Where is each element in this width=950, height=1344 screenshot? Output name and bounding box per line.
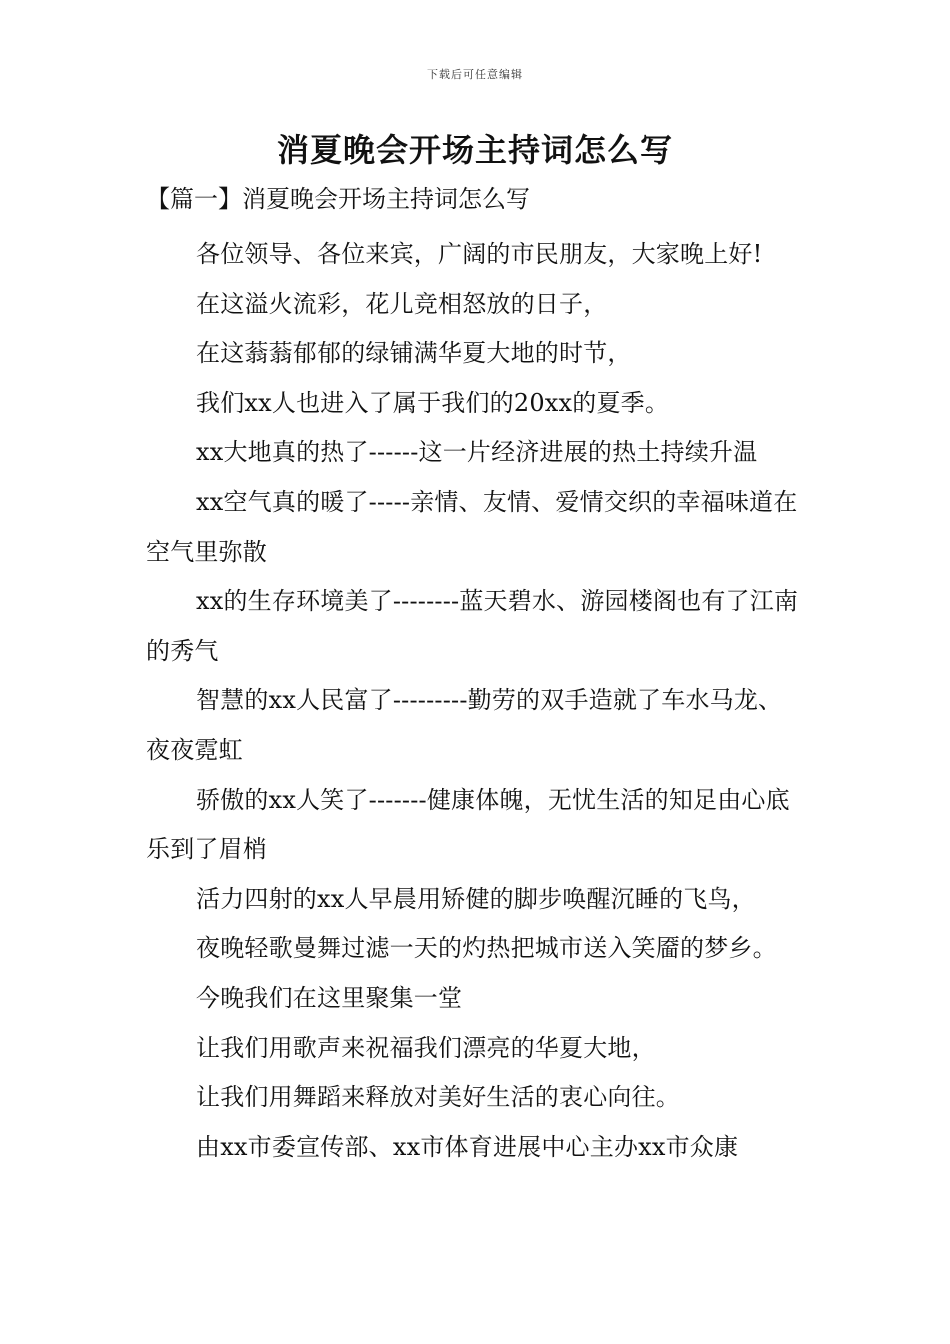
paragraph: 夜晚轻歌曼舞过滤一天的灼热把城市送入笑靥的梦乡。	[196, 934, 777, 963]
document-body	[146, 230, 806, 1172]
paragraph: xx大地真的热了------这一片经济进展的热土持续升温	[196, 438, 758, 467]
paragraph: 智慧的xx人民富了---------勤劳的双手造就了车水马龙、夜夜霓虹	[146, 686, 783, 764]
paragraph: 骄傲的xx人笑了-------健康体魄，无忧生活的知足由心底乐到了眉梢	[146, 785, 790, 864]
section-heading: 【篇一】消夏晚会开场主持词怎么写	[146, 185, 530, 213]
paragraph: 今晚我们在这里聚集一堂	[196, 983, 463, 1012]
paragraph: 让我们用舞蹈来释放对美好生活的衷心向往。	[196, 1083, 680, 1112]
header-note: 下载后可任意编辑	[427, 68, 523, 81]
paragraph: 在这溢火流彩，花儿竞相怒放的日子，	[196, 289, 608, 318]
paragraph: 我们xx人也进入了属于我们的20xx的夏季。	[196, 388, 670, 417]
paragraph: xx空气真的暖了-----亲情、友情、爱情交织的幸福味道在空气里弥散	[146, 487, 798, 566]
paragraph: xx的生存环境美了--------蓝天碧水、游园楼阁也有了江南的秀气	[146, 587, 799, 665]
paragraph: 在这蓊蓊郁郁的绿铺满华夏大地的时节，	[196, 339, 632, 368]
paragraph: 各位领导、各位来宾，广阔的市民朋友，大家晚上好!	[196, 240, 763, 268]
paragraph: 让我们用歌声来祝福我们漂亮的华夏大地，	[196, 1033, 656, 1062]
paragraph: 活力四射的xx人早晨用矫健的脚步唤醒沉睡的飞鸟，	[196, 884, 756, 913]
page-title: 消夏晚会开场主持词怎么写	[276, 131, 673, 169]
paragraph: 由xx市委宣传部、xx市体育进展中心主办xx市众康	[196, 1132, 739, 1161]
